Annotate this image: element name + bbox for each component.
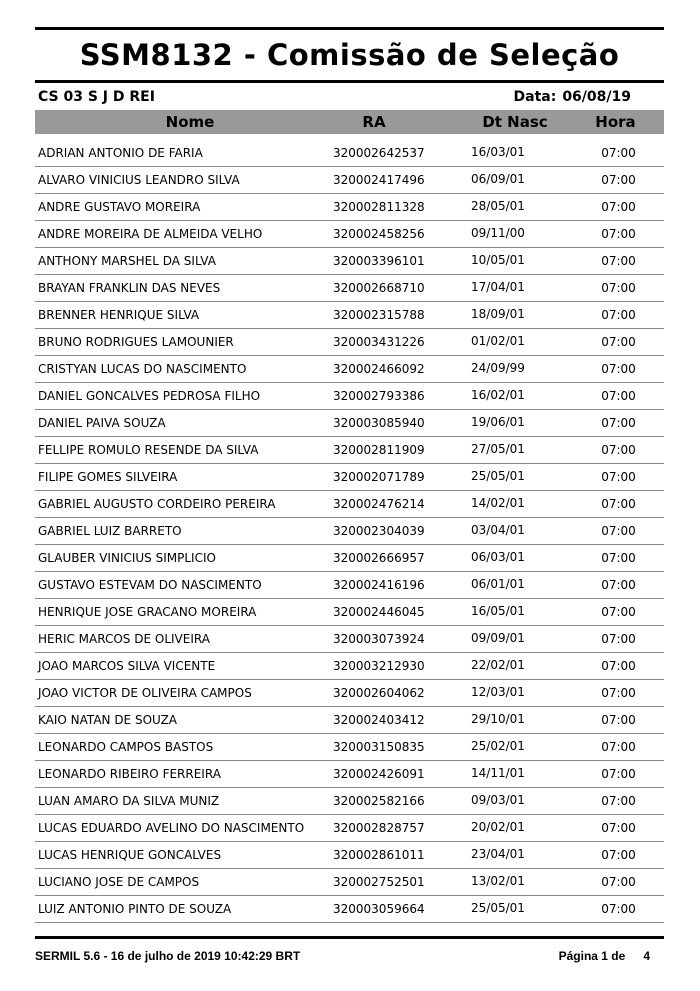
cell-ra: 320002476214 — [333, 497, 425, 511]
cell-birth-date: 23/04/01 — [471, 847, 525, 861]
cell-ra: 320003085940 — [333, 416, 425, 430]
system-info: SERMIL 5.6 - 16 de julho de 2019 10:42:29 BRT — [35, 949, 301, 963]
cell-time: 07:00 — [601, 848, 636, 862]
cell-birth-date: 28/05/01 — [471, 199, 525, 213]
cell-name: BRUNO RODRIGUES LAMOUNIER — [38, 335, 234, 349]
table-row — [35, 653, 664, 680]
table-row — [35, 842, 664, 869]
header-ra: RA — [362, 113, 386, 131]
table-row — [35, 815, 664, 842]
cell-ra: 320002604062 — [333, 686, 425, 700]
cell-name: LEONARDO CAMPOS BASTOS — [38, 740, 214, 754]
cell-name: GABRIEL AUGUSTO CORDEIRO PEREIRA — [38, 497, 276, 511]
cell-birth-date: 25/02/01 — [471, 739, 525, 753]
cell-ra: 320002315788 — [333, 308, 425, 322]
cell-birth-date: 29/10/01 — [471, 712, 525, 726]
cell-birth-date: 25/05/01 — [471, 469, 525, 483]
cell-ra: 320002811909 — [333, 443, 425, 457]
cell-ra: 320002668710 — [333, 281, 425, 295]
cell-ra: 320002828757 — [333, 821, 425, 835]
cell-time: 07:00 — [601, 254, 636, 268]
cell-ra: 320003212930 — [333, 659, 425, 673]
cell-ra: 320002642537 — [333, 146, 425, 160]
table-row — [35, 167, 664, 194]
cell-time: 07:00 — [601, 605, 636, 619]
cell-time: 07:00 — [601, 281, 636, 295]
cell-time: 07:00 — [601, 767, 636, 781]
cell-time: 07:00 — [601, 362, 636, 376]
cell-ra: 320002666957 — [333, 551, 425, 565]
table-row — [35, 896, 664, 923]
cell-ra: 320002446045 — [333, 605, 425, 619]
date-label: Data: — [513, 88, 557, 105]
footer-rule — [35, 936, 664, 939]
table-row — [35, 599, 664, 626]
cell-time: 07:00 — [601, 551, 636, 565]
cell-birth-date: 18/09/01 — [471, 307, 525, 321]
cell-time: 07:00 — [601, 389, 636, 403]
cell-birth-date: 13/02/01 — [471, 874, 525, 888]
cell-ra: 320002811328 — [333, 200, 425, 214]
cell-ra: 320002861011 — [333, 848, 425, 862]
cell-name: JOAO VICTOR DE OLIVEIRA CAMPOS — [38, 686, 252, 700]
cell-time: 07:00 — [601, 524, 636, 538]
cell-birth-date: 12/03/01 — [471, 685, 525, 699]
cell-name: GABRIEL LUIZ BARRETO — [38, 524, 182, 538]
cell-name: BRAYAN FRANKLIN DAS NEVES — [38, 281, 221, 295]
cell-name: ANDRE GUSTAVO MOREIRA — [38, 200, 201, 214]
table-row — [35, 221, 664, 248]
cell-name: HENRIQUE JOSE GRACANO MOREIRA — [38, 605, 257, 619]
table-row — [35, 707, 664, 734]
cell-name: ALVARO VINICIUS LEANDRO SILVA — [38, 173, 240, 187]
cell-name: LUAN AMARO DA SILVA MUNIZ — [38, 794, 220, 808]
table-row — [35, 437, 664, 464]
table-row — [35, 248, 664, 275]
cell-name: GLAUBER VINICIUS SIMPLICIO — [38, 551, 216, 565]
cell-time: 07:00 — [601, 200, 636, 214]
cell-name: GUSTAVO ESTEVAM DO NASCIMENTO — [38, 578, 262, 592]
cell-ra: 320002466092 — [333, 362, 425, 376]
table-row — [35, 761, 664, 788]
cell-time: 07:00 — [601, 632, 636, 646]
cell-time: 07:00 — [601, 821, 636, 835]
cell-birth-date: 27/05/01 — [471, 442, 525, 456]
cell-time: 07:00 — [601, 902, 636, 916]
cell-name: LUCIANO JOSE DE CAMPOS — [38, 875, 200, 889]
cell-ra: 320002304039 — [333, 524, 425, 538]
cell-name: KAIO NATAN DE SOUZA — [38, 713, 178, 727]
page-total: 4 — [643, 949, 650, 963]
cell-ra: 320002416196 — [333, 578, 425, 592]
table-row — [35, 464, 664, 491]
cell-birth-date: 16/02/01 — [471, 388, 525, 402]
cell-name: HERIC MARCOS DE OLIVEIRA — [38, 632, 210, 646]
cell-ra: 320002403412 — [333, 713, 425, 727]
table-row — [35, 140, 664, 167]
table-row — [35, 275, 664, 302]
cell-birth-date: 19/06/01 — [471, 415, 525, 429]
cell-birth-date: 06/03/01 — [471, 550, 525, 564]
table-header — [35, 110, 664, 134]
cell-birth-date: 10/05/01 — [471, 253, 525, 267]
header-time: Hora — [595, 113, 636, 131]
subheader — [35, 83, 664, 110]
cell-ra: 320002458256 — [333, 227, 425, 241]
cell-ra: 320002426091 — [333, 767, 425, 781]
table-row — [35, 680, 664, 707]
cell-ra: 320002793386 — [333, 389, 425, 403]
table-row — [35, 788, 664, 815]
pagination — [559, 949, 664, 963]
cell-time: 07:00 — [601, 578, 636, 592]
cell-birth-date: 24/09/99 — [471, 361, 525, 375]
cell-time: 07:00 — [601, 497, 636, 511]
table-row — [35, 545, 664, 572]
cell-birth-date: 14/02/01 — [471, 496, 525, 510]
table-row — [35, 491, 664, 518]
cell-birth-date: 09/03/01 — [471, 793, 525, 807]
cell-ra: 320002582166 — [333, 794, 425, 808]
report-page — [35, 27, 664, 923]
page-label: Página 1 de — [558, 949, 626, 963]
cell-ra: 320003396101 — [333, 254, 425, 268]
cell-birth-date: 16/03/01 — [471, 145, 525, 159]
cell-time: 07:00 — [601, 740, 636, 754]
cell-time: 07:00 — [601, 416, 636, 430]
cell-time: 07:00 — [601, 146, 636, 160]
cell-birth-date: 09/11/00 — [471, 226, 525, 240]
cell-time: 07:00 — [601, 470, 636, 484]
date-block — [514, 89, 662, 105]
cell-name: CRISTYAN LUCAS DO NASCIMENTO — [38, 362, 247, 376]
page-title: SSM8132 - Comissão de Seleção — [79, 38, 620, 72]
cell-time: 07:00 — [601, 227, 636, 241]
cell-ra: 320003150835 — [333, 740, 425, 754]
cell-time: 07:00 — [601, 875, 636, 889]
cell-birth-date: 01/02/01 — [471, 334, 525, 348]
cell-birth-date: 06/01/01 — [471, 577, 525, 591]
cell-name: FILIPE GOMES SILVEIRA — [38, 470, 178, 484]
cell-name: FELLIPE ROMULO RESENDE DA SILVA — [38, 443, 259, 457]
cell-time: 07:00 — [601, 686, 636, 700]
cell-birth-date: 09/09/01 — [471, 631, 525, 645]
cell-time: 07:00 — [601, 173, 636, 187]
cell-name: JOAO MARCOS SILVA VICENTE — [38, 659, 216, 673]
table-row — [35, 518, 664, 545]
cell-name: ANDRE MOREIRA DE ALMEIDA VELHO — [38, 227, 263, 241]
cell-name: DANIEL PAIVA SOUZA — [38, 416, 166, 430]
table-row — [35, 329, 664, 356]
footer — [35, 949, 664, 963]
cell-name: LUCAS HENRIQUE GONCALVES — [38, 848, 222, 862]
cell-name: LUIZ ANTONIO PINTO DE SOUZA — [38, 902, 232, 916]
cell-ra: 320002752501 — [333, 875, 425, 889]
cell-name: LUCAS EDUARDO AVELINO DO NASCIMENTO — [38, 821, 305, 835]
cell-birth-date: 17/04/01 — [471, 280, 525, 294]
table-row — [35, 383, 664, 410]
header-name: Nome — [165, 113, 215, 131]
table-row — [35, 356, 664, 383]
cell-birth-date: 22/02/01 — [471, 658, 525, 672]
cell-name: ANTHONY MARSHEL DA SILVA — [38, 254, 216, 268]
cell-time: 07:00 — [601, 308, 636, 322]
cell-birth-date: 14/11/01 — [471, 766, 525, 780]
cell-name: DANIEL GONCALVES PEDROSA FILHO — [38, 389, 261, 403]
cell-ra: 320003431226 — [333, 335, 425, 349]
table-body — [35, 140, 664, 923]
table-row — [35, 410, 664, 437]
table-row — [35, 734, 664, 761]
cell-birth-date: 06/09/01 — [471, 172, 525, 186]
cell-ra: 320002417496 — [333, 173, 425, 187]
cell-birth-date: 03/04/01 — [471, 523, 525, 537]
cell-time: 07:00 — [601, 443, 636, 457]
cell-name: BRENNER HENRIQUE SILVA — [38, 308, 200, 322]
cell-time: 07:00 — [601, 335, 636, 349]
cell-birth-date: 16/05/01 — [471, 604, 525, 618]
header-birth-date: Dt Nasc — [482, 113, 548, 131]
cell-birth-date: 25/05/01 — [471, 901, 525, 915]
cell-ra: 320002071789 — [333, 470, 425, 484]
cell-time: 07:00 — [601, 659, 636, 673]
cell-time: 07:00 — [601, 713, 636, 727]
cell-ra: 320003073924 — [333, 632, 425, 646]
table-row — [35, 626, 664, 653]
cell-ra: 320003059664 — [333, 902, 425, 916]
table-row — [35, 194, 664, 221]
table-row — [35, 572, 664, 599]
cell-birth-date: 20/02/01 — [471, 820, 525, 834]
cell-name: ADRIAN ANTONIO DE FARIA — [38, 146, 203, 160]
date-value: 06/08/19 — [562, 88, 631, 105]
table-row — [35, 869, 664, 896]
cell-time: 07:00 — [601, 794, 636, 808]
cell-name: LEONARDO RIBEIRO FERREIRA — [38, 767, 221, 781]
commission-label: CS 03 S J D REI — [38, 88, 155, 105]
table-row — [35, 302, 664, 329]
